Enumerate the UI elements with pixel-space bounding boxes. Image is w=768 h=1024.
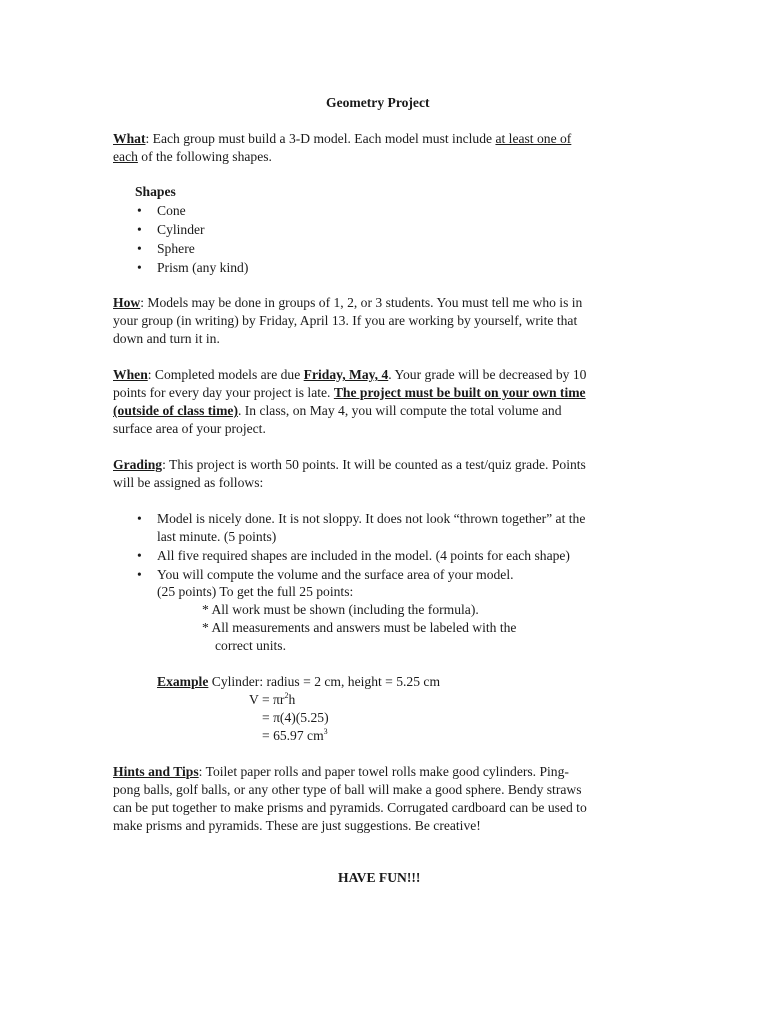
how-line-2: your group (in writing) by Friday, April 13. If you are working by yourself, write that [113, 313, 578, 328]
hints-line-2: pong balls, golf balls, or any other type of ball will make a good sphere. Bendy straws [113, 782, 582, 797]
grading-list [135, 510, 585, 584]
grading-text: : This project is worth 50 points. It will be counted as a test/quiz grade. Points [162, 457, 586, 472]
closing-text: HAVE FUN!!! [338, 870, 421, 885]
grading-star-2-cont: correct units. [215, 638, 286, 653]
how-line-1 [113, 294, 582, 312]
when-text: : Completed models are due [147, 367, 304, 382]
eq-3-sup: 3 [323, 727, 328, 736]
when-line-2 [113, 384, 586, 402]
what-emphasis-each: each [113, 149, 138, 164]
example-eq-1 [249, 691, 295, 709]
what-line-1 [113, 130, 571, 148]
list-item: • Cone [135, 202, 248, 221]
eq-1-post: h [288, 692, 296, 707]
hints-line-4: make prisms and pyramids. These are just suggestions. Be creative! [113, 818, 481, 833]
when-text-2: . Your grade will be decreased by 10 [388, 367, 587, 382]
how-label: How [113, 295, 141, 310]
list-item: • Cylinder [135, 221, 248, 240]
when-text-3: points for every day your project is late. [113, 385, 334, 400]
outside-class-notice: (outside of class time) [113, 403, 238, 418]
own-time-notice: The project must be built on your own time [333, 385, 586, 400]
grading-label: Grading [113, 457, 163, 472]
how-line-3: down and turn it in. [113, 331, 220, 346]
grading-sub-line: (25 points) To get the full 25 points: [157, 584, 354, 599]
when-line-3 [113, 402, 562, 420]
eq-1-pre: V = πr [249, 692, 285, 707]
list-item [135, 510, 585, 547]
when-line-1 [113, 366, 586, 384]
list-item: • You will compute the volume and the surface area of your model. [135, 566, 585, 584]
example-label: Example [157, 674, 209, 689]
eq-3-text: = 65.97 cm [262, 728, 324, 743]
example-eq-3 [262, 727, 328, 745]
page-title: Geometry Project [326, 95, 430, 110]
example-desc: Cylinder: radius = 2 cm, height = 5.25 cm [208, 674, 441, 689]
list-item: • Sphere [135, 240, 248, 259]
bullet-1-line-2: last minute. (5 points) [157, 529, 277, 544]
when-line-4: surface area of your project. [113, 421, 266, 436]
what-text-2: of the following shapes. [137, 149, 272, 164]
list-item: • All five required shapes are included in the model. (4 points for each shape) [135, 547, 585, 566]
what-emphasis: at least one of [495, 131, 572, 146]
due-date: Friday, May, 4 [303, 367, 389, 382]
list-item: • Prism (any kind) [135, 259, 248, 278]
grading-star-1: * All work must be shown (including the formula). [202, 602, 479, 617]
shapes-heading: Shapes [135, 184, 176, 199]
shapes-list [135, 202, 248, 278]
hints-text: : Toilet paper rolls and paper towel rolls make good cylinders. Ping- [198, 764, 569, 779]
when-label: When [113, 367, 148, 382]
when-text-4: . In class, on May 4, you will compute the total volume and [237, 403, 562, 418]
hints-line-3: can be put together to make prisms and pyramids. Corrugated cardboard can be used to [113, 800, 587, 815]
grading-star-2: * All measurements and answers must be labeled with the [202, 620, 517, 635]
how-text: : Models may be done in groups of 1, 2, or 3 students. You must tell me who is in [140, 295, 583, 310]
bullet-1-line-1: • Model is nicely done. It is not sloppy. It does not look “thrown together” at the [157, 511, 586, 526]
grading-line-1 [113, 456, 586, 474]
example-line [157, 673, 440, 691]
what-text: : Each group must build a 3-D model. Each model must include [145, 131, 496, 146]
example-eq-2: = π(4)(5.25) [262, 710, 329, 725]
eq-1-sup: 2 [284, 691, 289, 700]
hints-label: Hints and Tips [113, 764, 199, 779]
hints-line-1 [113, 763, 569, 781]
grading-line-2: will be assigned as follows: [113, 475, 264, 490]
what-label: What [113, 131, 146, 146]
what-line-2 [113, 148, 272, 166]
